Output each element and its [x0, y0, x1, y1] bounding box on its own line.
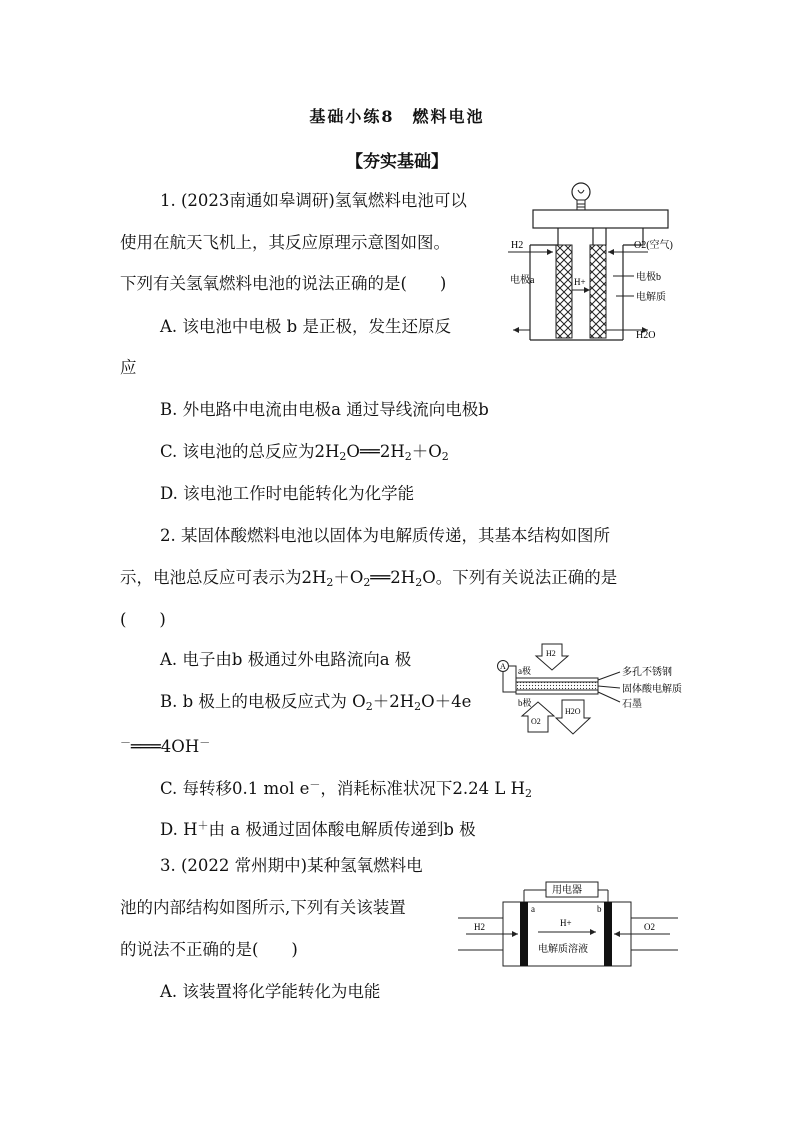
q1-option-d: D. 该电池工作时电能转化为化学能: [160, 484, 415, 503]
svg-text:固体酸电解质: 固体酸电解质: [622, 684, 682, 695]
q2-option-d: D. H＋由 a 极通过固体酸电解质传递到b 极: [160, 819, 476, 839]
svg-text:a: a: [531, 904, 535, 914]
q2-solid-acid-cell-diagram: [492, 642, 702, 737]
q3-option-a: A. 该装置将化学能转化为电能: [160, 982, 381, 1001]
q1-option-c: C. 该电池的总反应为$2H_2O══2H_2+O_2$: [160, 442, 449, 463]
q3-fuel-cell-diagram: [458, 876, 680, 972]
electrode-a-label: 电极a: [510, 275, 535, 286]
svg-text:石墨: 石墨: [622, 699, 642, 710]
svg-text:O2: O2: [531, 717, 541, 726]
q2-option-c: C. 每转移0.1 mol e－，消耗标准状况下2.24 L $H_2$: [160, 778, 532, 800]
svg-text:b: b: [597, 904, 602, 914]
svg-text:b极: b极: [518, 698, 532, 708]
svg-text:H2: H2: [546, 649, 556, 658]
h2o-label: H2O: [636, 330, 656, 341]
svg-text:H2: H2: [474, 922, 485, 932]
q2-option-b-line2: －═══4OH－: [120, 736, 211, 756]
svg-text:多孔不锈钢: 多孔不锈钢: [622, 667, 672, 678]
electrode-b-label: 电极b: [636, 272, 661, 283]
h2-label: H2: [511, 240, 524, 251]
q3-stem-line3: 的说法不正确的是( ): [120, 940, 298, 959]
page-title: 基础小练8 燃料电池: [309, 107, 485, 126]
svg-text:H+: H+: [560, 918, 572, 928]
q1-stem-line2: 使用在航天飞机上，其反应原理示意图如图。: [120, 233, 450, 252]
bulb-icon: [572, 183, 590, 210]
q2-option-b-line1: B. b 极上的电极反应式为 $O_2+2H_2O+4e$: [160, 692, 472, 713]
q3-stem-line1: 3. (2022 常州期中)某种氢氧燃料电: [160, 856, 423, 875]
q2-stem-line1: 2. 某固体酸燃料电池以固体为电解质传递，其基本结构如图所: [160, 526, 610, 545]
svg-text:H2O: H2O: [565, 707, 581, 716]
q1-stem-line1: 1. (2023南通如皋调研)氢氧燃料电池可以: [160, 191, 467, 210]
q1-option-a-line1: A. 该电池中电极 b 是正极，发生还原反: [160, 317, 451, 336]
o2-label: O2(空气): [634, 240, 673, 251]
svg-text:O2: O2: [644, 922, 655, 932]
svg-text:用电器: 用电器: [552, 885, 582, 896]
q2-option-a: A. 电子由b 极通过外电路流向a 极: [160, 650, 412, 669]
q2-stem-line3: ( ): [120, 610, 166, 629]
q1-stem-line3: 下列有关氢氧燃料电池的说法正确的是( ): [120, 274, 447, 293]
hplus-label: H+: [574, 277, 586, 287]
electrolyte-label: 电解质: [636, 292, 666, 303]
q2-stem-line2: 示，电池总反应可表示为$2H_2+O_2══2H_2O$。下列有关说法正确的是: [120, 568, 618, 589]
q1-option-a-line2: 应: [120, 358, 137, 377]
q1-option-b: B. 外电路中电流由电极a 通过导线流向电极b: [160, 400, 489, 419]
svg-text:a极: a极: [518, 666, 531, 676]
q3-stem-line2: 池的内部结构如图所示,下列有关该装置: [120, 898, 406, 917]
svg-text:电解质溶液: 电解质溶液: [538, 944, 588, 955]
svg-text:A: A: [500, 662, 506, 671]
q1-fuel-cell-diagram: [508, 180, 698, 345]
section-heading: 【夯实基础】: [346, 152, 448, 172]
